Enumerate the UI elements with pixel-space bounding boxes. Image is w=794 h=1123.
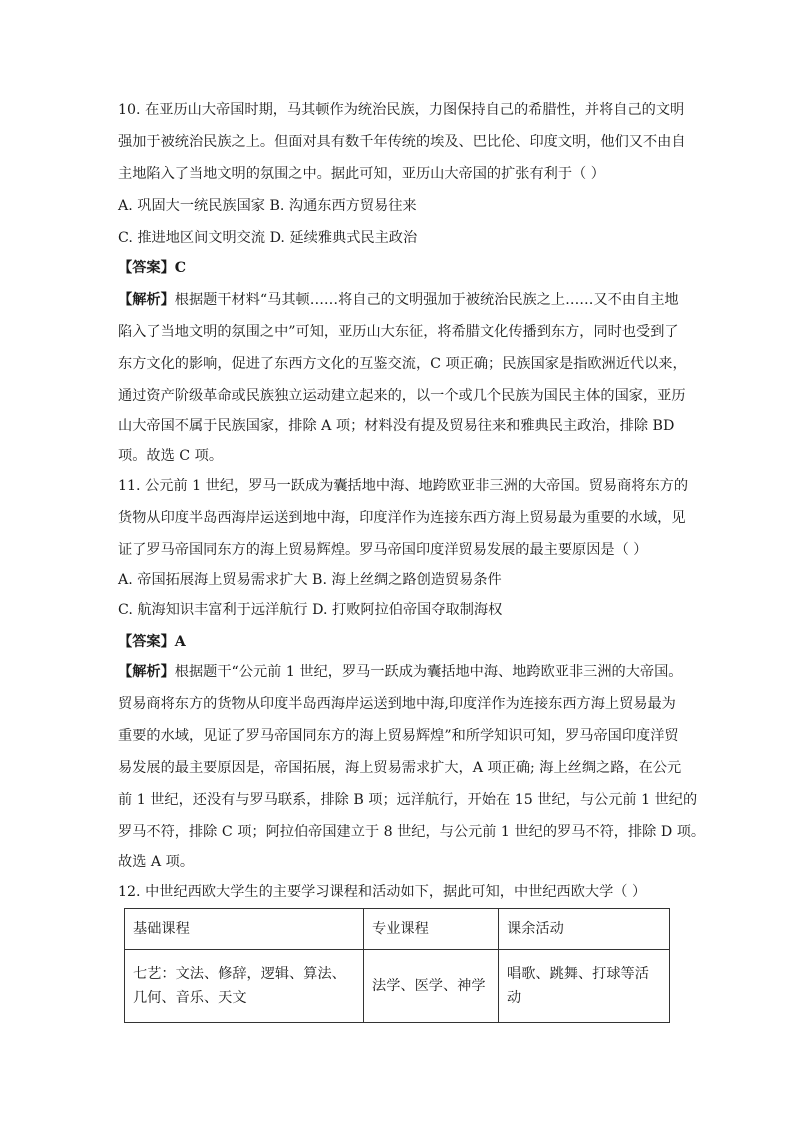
q11-analysis-line-2: 贸易商将东方的货物从印度半岛西海岸运送到地中海,印度洋作为连接东西方海上贸易最为 (118, 696, 676, 712)
q10-stem-line-1: 10. 在亚历山大帝国时期，马其顿作为统治民族，力图保持自己的希腊性，并将自己的文明 (118, 102, 685, 118)
q11-analysis-line-1 (118, 662, 682, 682)
q11-answer: 【答案】A (118, 634, 186, 650)
q11-analysis-text: 根据题干“公元前 1 世纪，罗马一跃成为囊括地中海、地跨欧亚非三洲的大帝国。 (174, 664, 683, 680)
q10-analysis-line-5: 山大帝国不属于民族国家，排除 A 项；材料没有提及贸易往来和雅典民主政治，排除 BD (118, 418, 675, 434)
q10-stem-line-3: 主地陷入了当地文明的氛围之中。据此可知，亚历山大帝国的扩张有利于（ ） (118, 166, 605, 182)
header-extracurricular: 课余活动 (499, 909, 670, 950)
q11-options-cd: C. 航海知识丰富利于远洋航行 D. 打败阿拉伯帝国夺取制海权 (118, 602, 503, 618)
q11-analysis-line-6: 罗马不符，排除 C 项；阿拉伯帝国建立于 8 世纪，与公元前 1 世纪的罗马不符，排除 D 项。 (118, 824, 706, 840)
q10-stem-line-2: 强加于被统治民族之上。但面对具有数千年传统的埃及、巴比伦、印度文明，他们又不由自 (118, 134, 686, 150)
table-header-row (125, 909, 670, 950)
q11-options-ab: A. 帝国拓展海上贸易需求扩大 B. 海上丝绸之路创造贸易条件 (118, 572, 502, 588)
q11-analysis-line-4: 易发展的最主要原因是，帝国拓展，海上贸易需求扩大，A 项正确; 海上丝绸之路，在公元 (118, 760, 682, 776)
q10-answer: 【答案】C (118, 260, 187, 276)
q10-analysis-line-2: 陷入了当地文明的氛围之中”可知，亚历山大东征，将希腊文化传播到东方，同时也受到了 (118, 324, 679, 340)
q10-analysis-line-3: 东方文化的影响，促进了东西方文化的互鉴交流，C 项正确；民族国家是指欧洲近代以来， (118, 356, 687, 372)
q10-analysis-line-1 (118, 290, 679, 310)
q11-analysis-line-7: 故选 A 项。 (118, 854, 195, 870)
q10-options-cd: C. 推进地区间文明交流 D. 延续雅典式民主政治 (118, 230, 418, 246)
header-basic-courses: 基础课程 (125, 909, 364, 950)
q10-analysis-text: 根据题干材料“马其顿……将自己的文明强加于被统治民族之上……又不由自主地 (174, 292, 679, 308)
q11-stem-line-2: 货物从印度半岛西海岸运送到地中海，印度洋作为连接东西方海上贸易最为重要的水域，见 (118, 510, 686, 526)
cell-basic-courses: 七艺：文法、修辞，逻辑、算法、几何、音乐、天文 (125, 950, 364, 1023)
q10-analysis-line-4: 通过资产阶级革命或民族独立运动建立起来的，以一个或几个民族为国民主体的国家，亚历 (118, 388, 686, 404)
cell-major-courses: 法学、医学、神学 (364, 950, 499, 1023)
cell-extracurricular: 唱歌、跳舞、打球等活动 (499, 950, 670, 1023)
q11-analysis-line-3: 重要的水域，见证了罗马帝国同东方的海上贸易辉煌”和所学知识可知，罗马帝国印度洋贸 (118, 728, 679, 744)
q10-options-ab: A. 巩固大一统民族国家 B. 沟通东西方贸易往来 (118, 198, 417, 214)
header-major-courses: 专业课程 (364, 909, 499, 950)
q11-stem-line-1: 11. 公元前 1 世纪，罗马一跃成为囊括地中海、地跨欧亚非三洲的大帝国。贸易商将东方的 (118, 478, 689, 494)
q10-analysis-label: 【解析】 (118, 292, 175, 308)
q11-analysis-label: 【解析】 (118, 664, 175, 680)
table-row (125, 950, 670, 1023)
q11-analysis-line-5: 前 1 世纪，还没有与罗马联系，排除 B 项；远洋航行，开始在 15 世纪，与公元前 1 世纪的 (118, 792, 698, 808)
q11-stem-line-3: 证了罗马帝国同东方的海上贸易辉煌。罗马帝国印度洋贸易发展的最主要原因是（ ） (118, 542, 648, 558)
q10-analysis-line-6: 项。故选 C 项。 (118, 448, 224, 464)
course-table (124, 908, 670, 1023)
q12-stem: 12. 中世纪西欧大学生的主要学习课程和活动如下，据此可知，中世纪西欧大学（ ） (118, 884, 647, 900)
